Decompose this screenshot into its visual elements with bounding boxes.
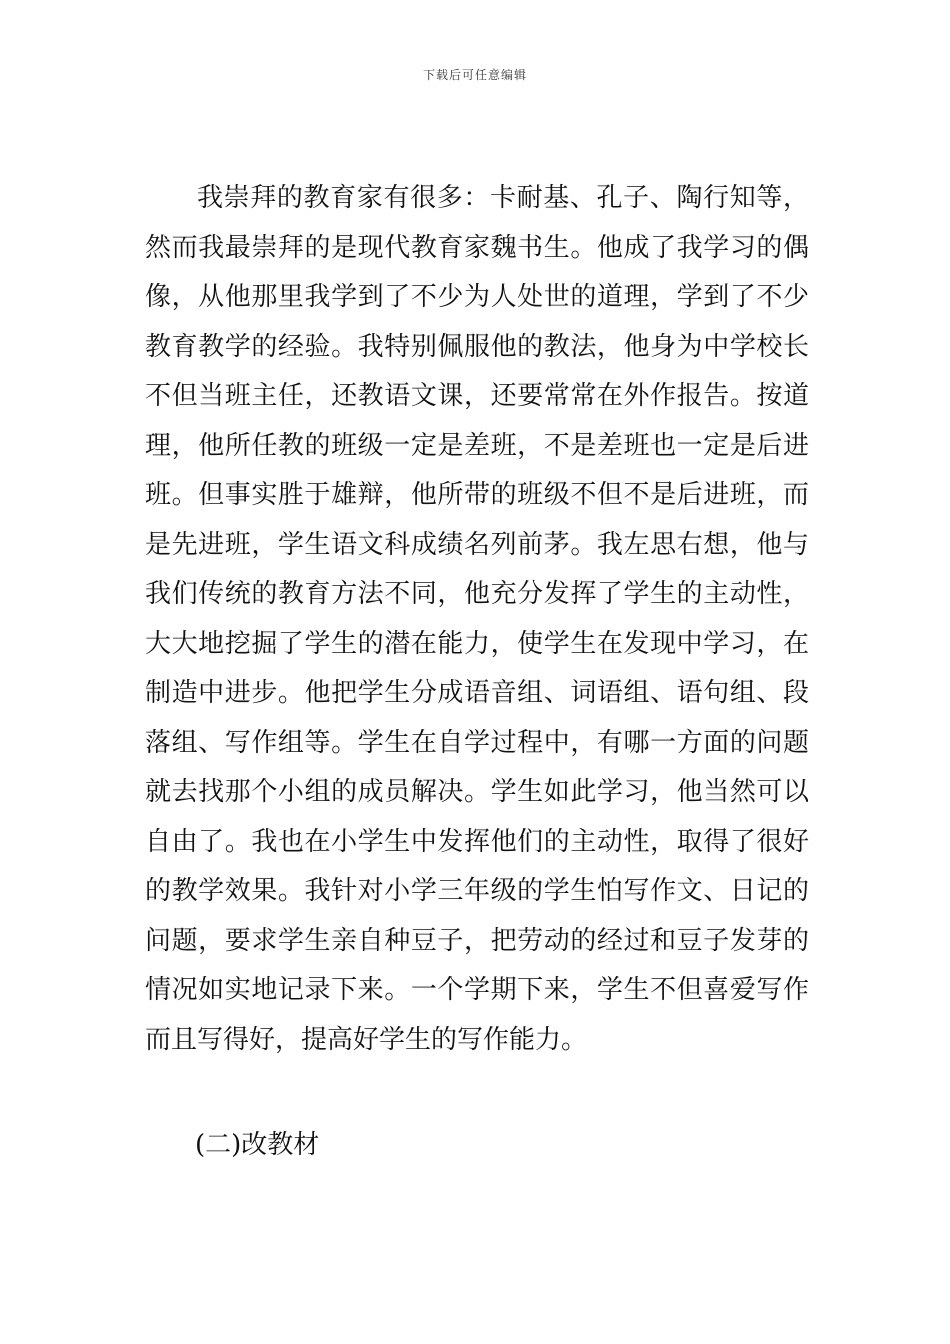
paragraph-line: 自由了。我也在小学生中发挥他们的主动性，取得了很好 <box>145 826 809 857</box>
paragraph-line: 我们传统的教育方法不同，他充分发挥了学生的主动性， <box>145 579 809 609</box>
body-paragraph <box>145 174 809 1065</box>
paragraph-line: 落组、写作组等。学生在自学过程中，有哪一方面的问题 <box>145 727 809 758</box>
paragraph-line: 大大地挖掘了学生的潜在能力，使学生在发现中学习，在 <box>145 628 809 659</box>
paragraph-line: 情况如实地记录下来。一个学期下来，学生不但喜爱写作 <box>145 975 809 1005</box>
paragraph-line: 像，从他那里我学到了不少为人处世的道理，学到了不少 <box>145 282 809 312</box>
page-header-note: 下载后可任意编辑 <box>422 68 527 82</box>
section-heading: (二)改教材 <box>195 1130 320 1160</box>
paragraph-line: 是先进班，学生语文科成绩名列前茅。我左思右想，他与 <box>145 529 809 560</box>
paragraph-line: 而且写得好，提高好学生的写作能力。 <box>145 1024 588 1055</box>
paragraph-line: 就去找那个小组的成员解决。学生如此学习，他当然可以 <box>145 777 809 807</box>
paragraph-line: 不但当班主任，还教语文课，还要常常在外作报告。按道 <box>145 381 809 411</box>
paragraph-line: 我崇拜的教育家有很多：卡耐基、孔子、陶行知等， <box>197 183 809 213</box>
paragraph-line: 的教学效果。我针对小学三年级的学生怕写作文、日记的 <box>145 876 809 906</box>
paragraph-line: 问题，要求学生亲自种豆子，把劳动的经过和豆子发芽的 <box>145 925 809 956</box>
paragraph-line: 教育教学的经验。我特别佩服他的教法，他身为中学校长 <box>145 331 809 362</box>
paragraph-line: 制造中进步。他把学生分成语音组、词语组、语句组、段 <box>145 678 809 708</box>
paragraph-line: 理，他所任教的班级一定是差班，不是差班也一定是后进 <box>145 430 809 461</box>
paragraph-line: 班。但事实胜于雄辩，他所带的班级不但不是后进班，而 <box>145 480 809 510</box>
paragraph-line: 然而我最崇拜的是现代教育家魏书生。他成了我学习的偶 <box>145 232 809 263</box>
